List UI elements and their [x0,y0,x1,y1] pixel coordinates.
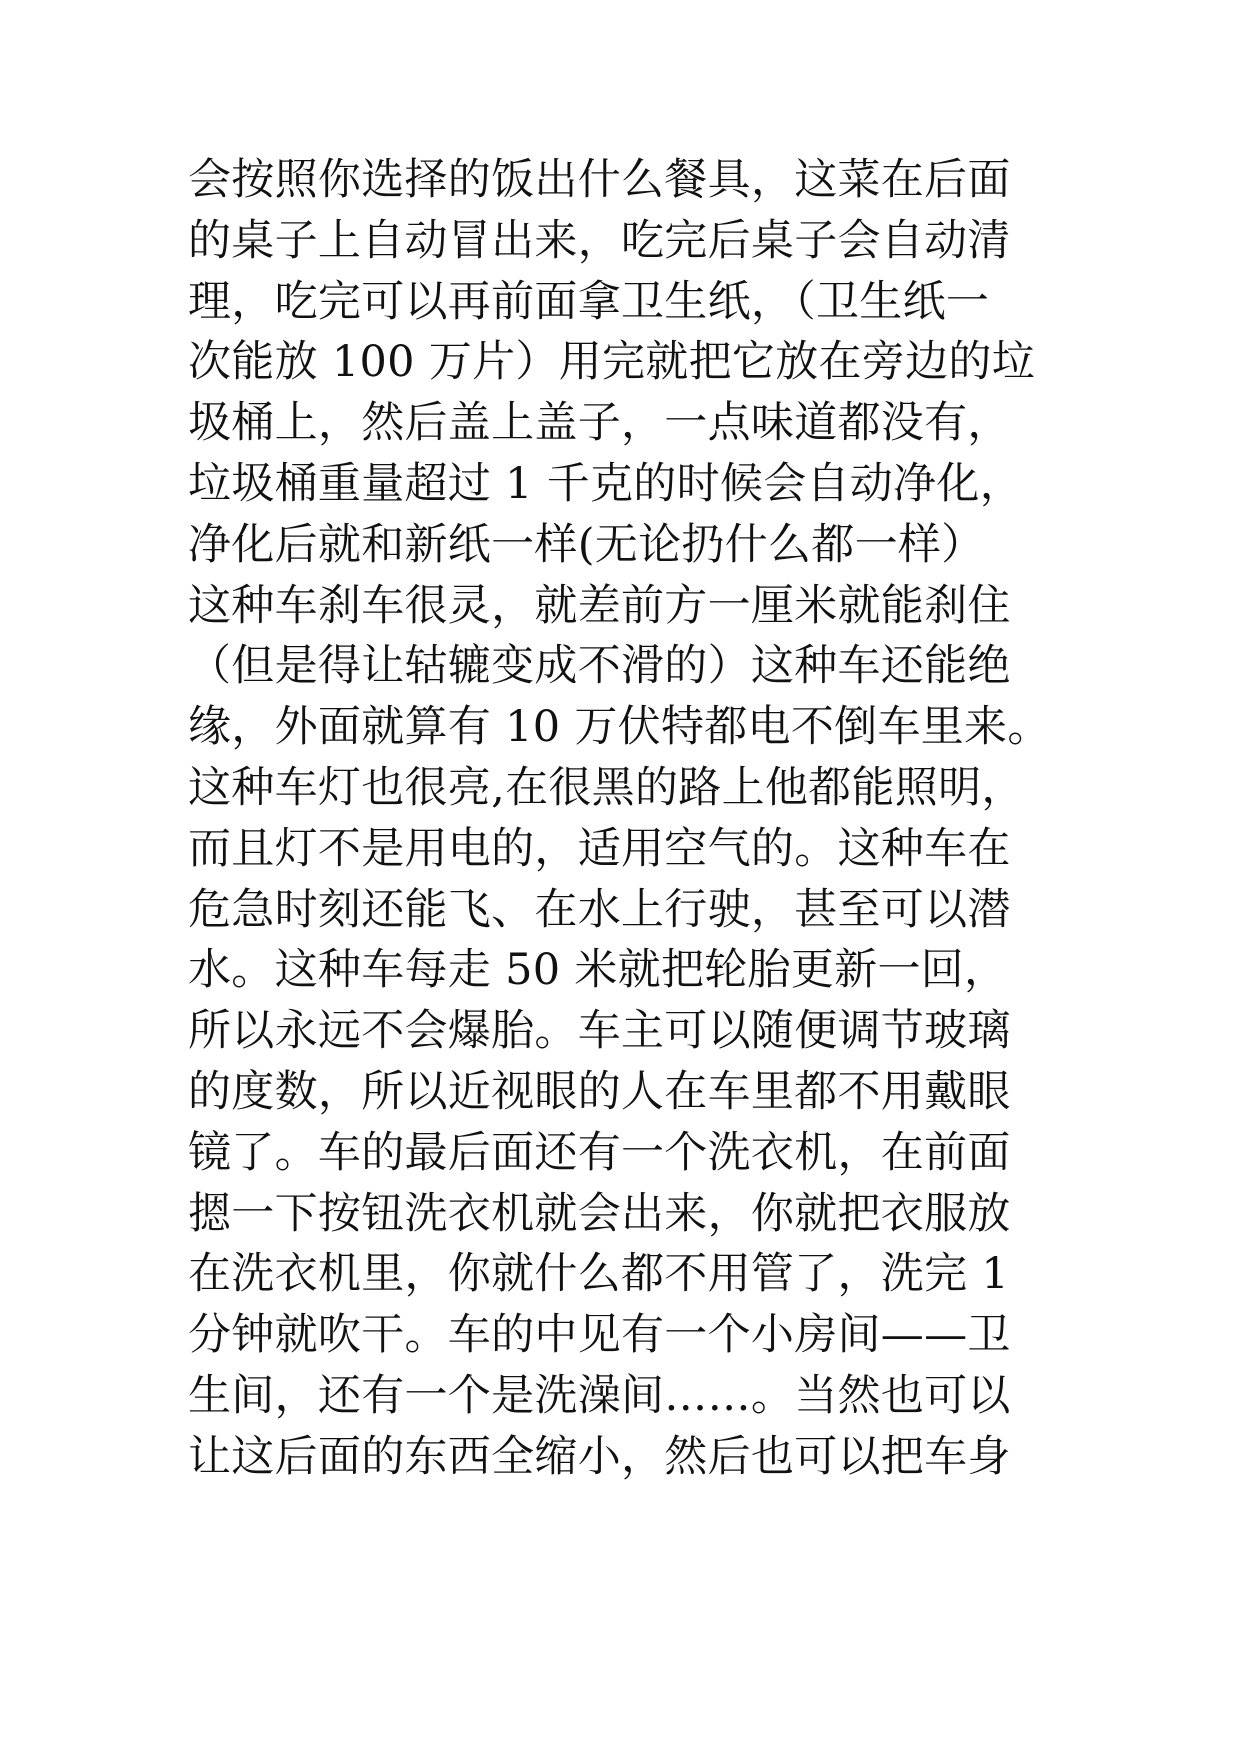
text-line: 生间，还有一个是洗澡间……。当然也可以 [188,1370,1011,1421]
text-line: 缘，外面就算有 10 万伏特都电不倒车里来。 [188,702,1051,753]
text-line: 所以永远不会爆胎。车主可以随便调节玻璃 [188,1006,1011,1057]
text-line: 危急时刻还能飞、在水上行驶，甚至可以潜 [188,884,1011,935]
text-line: 水。这种车每走 50 米就把轮胎更新一回， [188,945,1008,996]
text-line: 的度数，所以近视眼的人在车里都不用戴眼 [188,1066,1011,1117]
text-line: 次能放 100 万片）用完就把它放在旁边的垃 [188,337,1036,388]
text-line: 让这后面的东西全缩小，然后也可以把车身 [188,1431,1011,1482]
text-line: 这种车刹车很灵，就差前方一厘米就能刹住 [188,580,1011,631]
body-text [188,150,1108,1488]
text-line: 镜了。车的最后面还有一个洗衣机，在前面 [188,1127,1011,1178]
text-line: 这种车灯也很亮,在很黑的路上他都能照明， [188,762,1025,813]
text-line: 会按照你选择的饭出什么餐具，这菜在后面 [188,155,1011,205]
text-line: （但是得让轱辘变成不滑的）这种车还能绝 [188,641,1011,692]
text-line: 在洗衣机里，你就什么都不用管了，洗完 1 [188,1249,1010,1300]
text-line: 圾桶上，然后盖上盖子，一点味道都没有， [188,398,1011,449]
text-line: 分钟就吹干。车的中见有一个小房间——卫 [188,1310,1011,1361]
text-line: 垃圾桶重量超过 1 千克的时候会自动净化， [188,458,1023,509]
text-line: 净化后就和新纸一样(无论扔什么都一样） [188,519,985,570]
text-line: 而且灯不是用电的，适用空气的。这种车在 [188,823,1011,874]
text-line: 的桌子上自动冒出来，吃完后桌子会自动清 [188,215,1011,266]
text-line: 理，吃完可以再前面拿卫生纸，（卫生纸一 [188,276,990,327]
text-line: 摁一下按钮洗衣机就会出来，你就把衣服放 [188,1188,1011,1239]
